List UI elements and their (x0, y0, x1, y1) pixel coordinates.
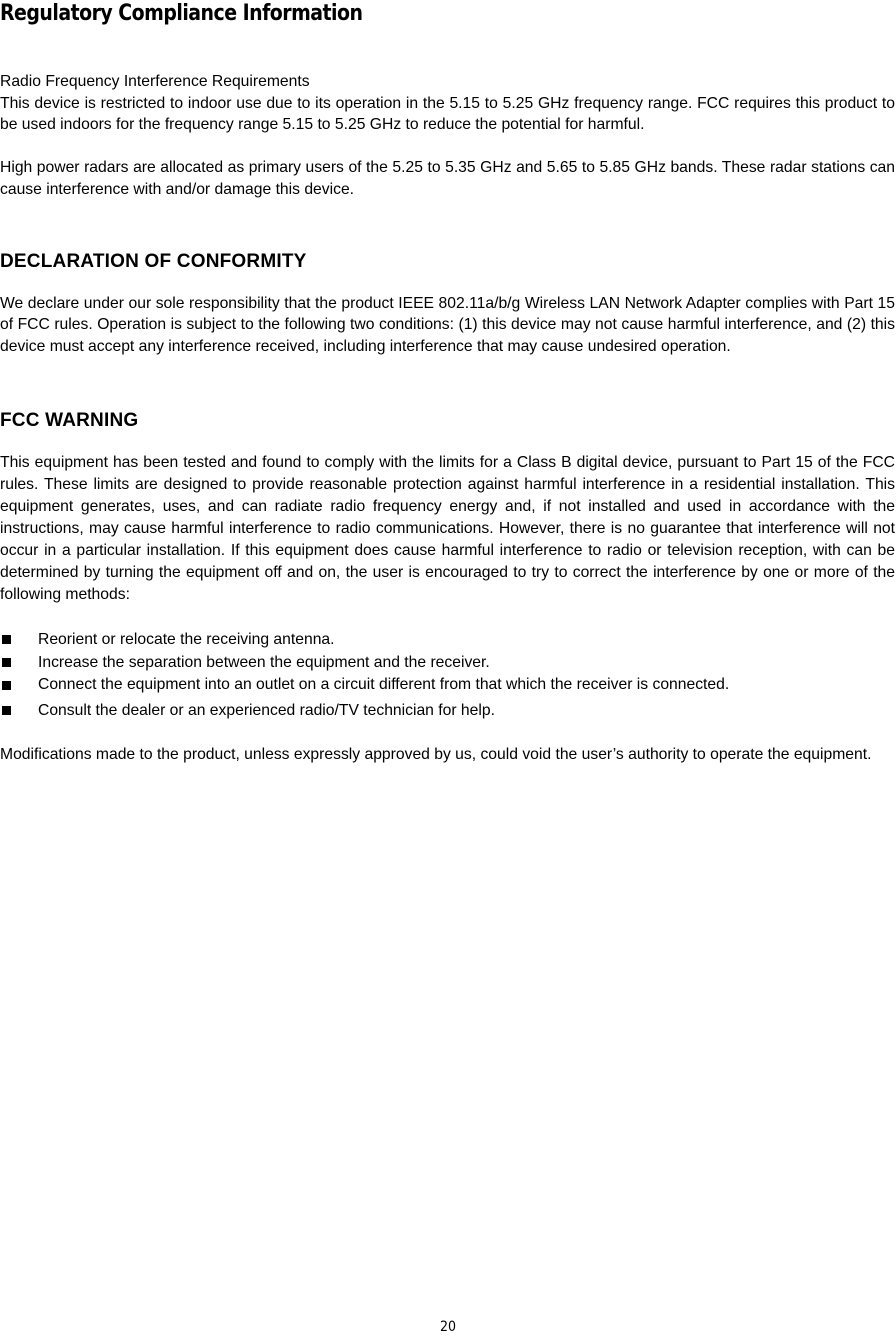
declaration-paragraph: We declare under our sole responsibility that the product IEEE 802.11a/b/g Wireless LAN Network Adapter complies with Part 15 of FCC rules. Operation is subject to the following two conditions: (1) this device may not cause harmful interference, and (2) this device must accept any interference received, including interference that may cause undesired operation. (0, 294, 895, 355)
rf-requirements-paragraph-2: High power radars are allocated as primary users of the 5.25 to 5.35 GHz and 5.65 to 5.85 GHz bands. These radar stations can cause interference with and/or damage this device. (0, 159, 895, 198)
document-body (0, 71, 895, 765)
list-item-text: Increase the separation between the equipment and the receiver. (38, 653, 490, 671)
declaration-heading: DECLARATION OF CONFORMITY (0, 250, 307, 272)
list-item (0, 628, 895, 651)
list-item-text: Consult the dealer or an experienced radio/TV technician for help. (38, 701, 495, 719)
square-bullet-icon (2, 681, 11, 690)
remedy-list (0, 628, 895, 722)
list-item (0, 651, 895, 674)
list-item-text: Reorient or relocate the receiving antenna. (38, 630, 335, 648)
page-number: 20 (439, 1319, 457, 1335)
square-bullet-icon (2, 658, 11, 667)
page-title: Regulatory Compliance Information (0, 1, 363, 26)
fcc-warning-heading: FCC WARNING (0, 410, 139, 432)
list-item (0, 699, 895, 722)
rf-requirements-heading: Radio Frequency Interference Requirements (0, 73, 310, 90)
modifications-paragraph: Modifications made to the product, unless expressly approved by us, could void the user’s authority to operate the equipment. (0, 745, 872, 763)
square-bullet-icon (2, 706, 11, 715)
list-item-text: Connect the equipment into an outlet on a circuit different from that which the receiver is connected. (38, 675, 730, 693)
square-bullet-icon (2, 635, 11, 644)
rf-requirements-paragraph-1: This device is restricted to indoor use due to its operation in the 5.15 to 5.25 GHz frequency range. FCC requires this product to be used indoors for the frequency range 5.15 to 5.25 GHz to reduce the potential for harmful. (0, 94, 895, 134)
fcc-warning-paragraph: This equipment has been tested and found to comply with the limits for a Class B digital device, pursuant to Part 15 of the FCC rules. These limits are designed to provide reasonable protection against harmful interference in a residential installation. This equipment generates, uses, and can radiate radio frequency energy and, if not installed and used in accordance with the instructions, may cause harmful interference to radio communications. However, there is no guarantee that interference will not occur in a particular installation. If this equipment does cause harmful interference to radio or television reception, with can be determined by turning the equipment off and on, the user is encouraged to try to correct the interference by one or more of the following methods: (0, 454, 895, 603)
list-item (0, 674, 895, 696)
